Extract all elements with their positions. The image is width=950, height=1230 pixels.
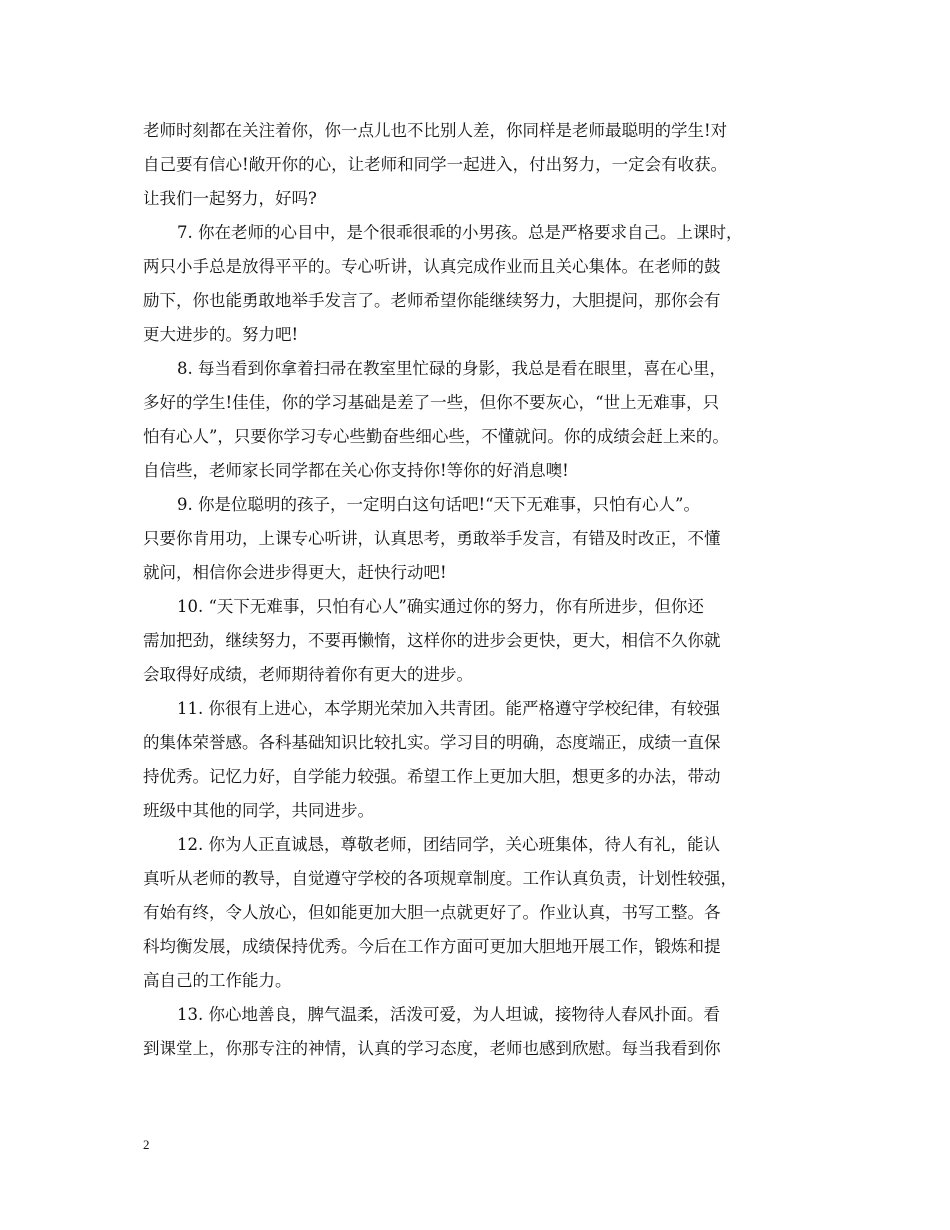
text-line: 两只小手总是放得平平的。专心听讲，认真完成作业而且关心集体。在老师的鼓 — [143, 257, 721, 276]
text-line: 班级中其他的同学，共同进步。 — [143, 801, 374, 820]
text-line: 让我们一起努力，好吗? — [143, 189, 317, 208]
text-line: 老师时刻都在关注着你，你一点儿也不比别人差，你同样是老师最聪明的学生!对 — [143, 121, 728, 140]
paragraph-first-line: 9. 你是位聪明的孩子，一定明白这句话吧!“天下无难事，只怕有心人”。 — [177, 495, 700, 514]
text-line: 励下，你也能勇敢地举手发言了。老师希望你能继续努力，大胆提问，那你会有 — [143, 291, 721, 310]
text-line: 就问，相信你会进步得更大，赶快行动吧! — [143, 563, 447, 582]
text-line: 的集体荣誉感。各科基础知识比较扎实。学习目的明确，态度端正，成绩一直保 — [143, 733, 721, 752]
text-line: 更大进步的。努力吧! — [143, 325, 299, 344]
text-line: 持优秀。记忆力好，自学能力较强。希望工作上更加大胆，想更多的办法，带动 — [143, 767, 721, 786]
text-line: 会取得好成绩，老师期待着你有更大的进步。 — [143, 665, 473, 684]
paragraph-first-line: 12. 你为人正直诚恳，尊敬老师，团结同学，关心班集体，待人有礼，能认 — [177, 835, 720, 854]
text-line: 多好的学生!佳佳，你的学习基础是差了一些，但你不要灰心，“世上无难事，只 — [143, 393, 720, 412]
text-line: 怕有心人”，只要你学习专心些勤奋些细心些，不懂就问。你的成绩会赶上来的。 — [143, 427, 729, 446]
text-line: 科均衡发展，成绩保持优秀。今后在工作方面可更加大胆地开展工作，锻炼和提 — [143, 937, 721, 956]
paragraph-first-line: 7. 你在老师的心目中，是个很乖很乖的小男孩。总是严格要求自己。上课时， — [177, 223, 743, 242]
text-line: 只要你肯用功，上课专心听讲，认真思考，勇敢举手发言，有错及时改正，不懂 — [143, 529, 721, 548]
document-body — [143, 114, 823, 1066]
paragraph-first-line: 11. 你很有上进心，本学期光荣加入共青团。能严格遵守学校纪律，有较强 — [177, 699, 720, 718]
text-line: 高自己的工作能力。 — [143, 971, 292, 990]
paragraph-first-line: 8. 每当看到你拿着扫帚在教室里忙碌的身影，我总是看在眼里，喜在心里， — [177, 359, 726, 378]
text-line: 真听从老师的教导，自觉遵守学校的各项规章制度。工作认真负责，计划性较强， — [143, 869, 737, 888]
text-line: 到课堂上，你那专注的神情，认真的学习态度，老师也感到欣慰。每当我看到你 — [143, 1039, 721, 1058]
text-line: 自己要有信心!敞开你的心，让老师和同学一起进入，付出努力，一定会有收获。 — [143, 155, 728, 174]
page-number: 2 — [143, 1137, 150, 1152]
text-line: 自信些，老师家长同学都在关心你支持你!等你的好消息噢! — [143, 461, 569, 480]
paragraph-first-line: 13. 你心地善良，脾气温柔，活泼可爱，为人坦诚，接物待人春风扑面。看 — [177, 1005, 720, 1024]
paragraph-first-line: 10. “天下无难事，只怕有心人”确实通过你的努力，你有所进步，但你还 — [177, 597, 704, 616]
text-line: 有始有终，令人放心，但如能更加大胆一点就更好了。作业认真，书写工整。各 — [143, 903, 721, 922]
text-line: 需加把劲，继续努力，不要再懒惰，这样你的进步会更快，更大，相信不久你就 — [143, 631, 721, 650]
